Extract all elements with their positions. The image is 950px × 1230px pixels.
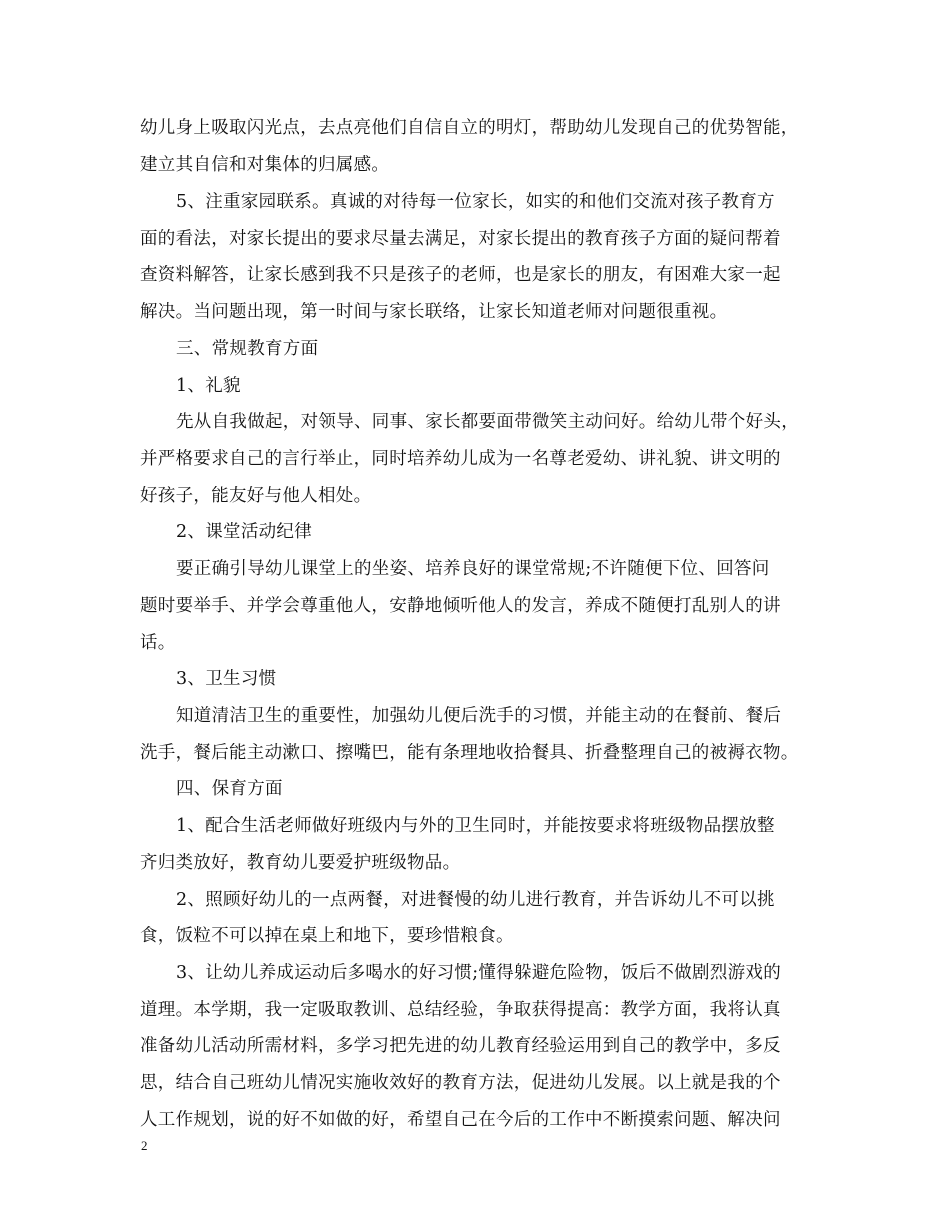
text-line: 齐归类放好，教育幼儿要爱护班级物品。 [140,853,461,873]
text-line: 建立其自信和对集体的归属感。 [140,155,390,175]
subsection-heading: 3、卫生习惯 [176,669,277,689]
section-heading: 四、保育方面 [176,779,283,799]
text-line: 查资料解答，让家长感到我不只是孩子的老师，也是家长的朋友，有困难大家一起 [140,265,781,285]
text-line: 解决。当问题出现，第一时间与家长联络，让家长知道老师对问题很重视。 [140,302,728,322]
text-line: 话。 [140,633,176,653]
section-heading: 三、常规教育方面 [176,339,319,359]
text-line: 好孩子，能友好与他人相处。 [140,486,372,506]
text-line: 并严格要求自己的言行举止，同时培养幼儿成为一名尊老爱幼、讲礼貌、讲文明的 [140,449,781,469]
text-line: 5、注重家园联系。真诚的对待每一位家长，如实的和他们交流对孩子教育方 [176,192,775,212]
page-number: 2 [141,1138,148,1153]
subsection-heading: 1、礼貌 [176,376,241,396]
text-line: 3、让幼儿养成运动后多喝水的好习惯;懂得躲避危险物，饭后不做剧烈游戏的 [176,963,782,983]
text-line: 知道清洁卫生的重要性，加强幼儿便后洗手的习惯，并能主动的在餐前、餐后 [176,706,782,726]
text-line: 题时要举手、并学会尊重他人，安静地倾听他人的发言，养成不随便打乱别人的讲 [140,596,781,616]
text-line: 食，饭粒不可以掉在桌上和地下，要珍惜粮食。 [140,926,514,946]
text-line: 先从自我做起，对领导、同事、家长都要面带微笑主动问好。给幼儿带个好头， [176,412,799,432]
text-line: 面的看法，对家长提出的要求尽量去满足，对家长提出的教育孩子方面的疑问帮着 [140,229,781,249]
text-line: 思，结合自己班幼儿情况实施收效好的教育方法，促进幼儿发展。以上就是我的个 [140,1073,781,1093]
text-line: 准备幼儿活动所需材料，多学习把先进的幼儿教育经验运用到自己的教学中，多反 [140,1036,781,1056]
text-line: 要正确引导幼儿课堂上的坐姿、培养良好的课堂常规;不许随便下位、回答问 [176,559,770,579]
text-line: 人工作规划，说的好不如做的好，希望自己在今后的工作中不断摸索问题、解决问 [140,1110,781,1130]
text-line: 2、照顾好幼儿的一点两餐，对进餐慢的幼儿进行教育，并告诉幼儿不可以挑 [176,890,775,910]
text-line: 道理。本学期，我一定吸取教训、总结经验，争取获得提高：教学方面，我将认真 [140,1000,781,1020]
text-line: 幼儿身上吸取闪光点，去点亮他们自信自立的明灯，帮助幼儿发现自己的优势智能， [140,118,799,138]
subsection-heading: 2、课堂活动纪律 [176,522,313,542]
text-line: 1、配合生活老师做好班级内与外的卫生同时，并能按要求将班级物品摆放整 [176,816,775,836]
text-line: 洗手，餐后能主动漱口、擦嘴巴，能有条理地收拾餐具、折叠整理自己的被褥衣物。 [140,743,799,763]
